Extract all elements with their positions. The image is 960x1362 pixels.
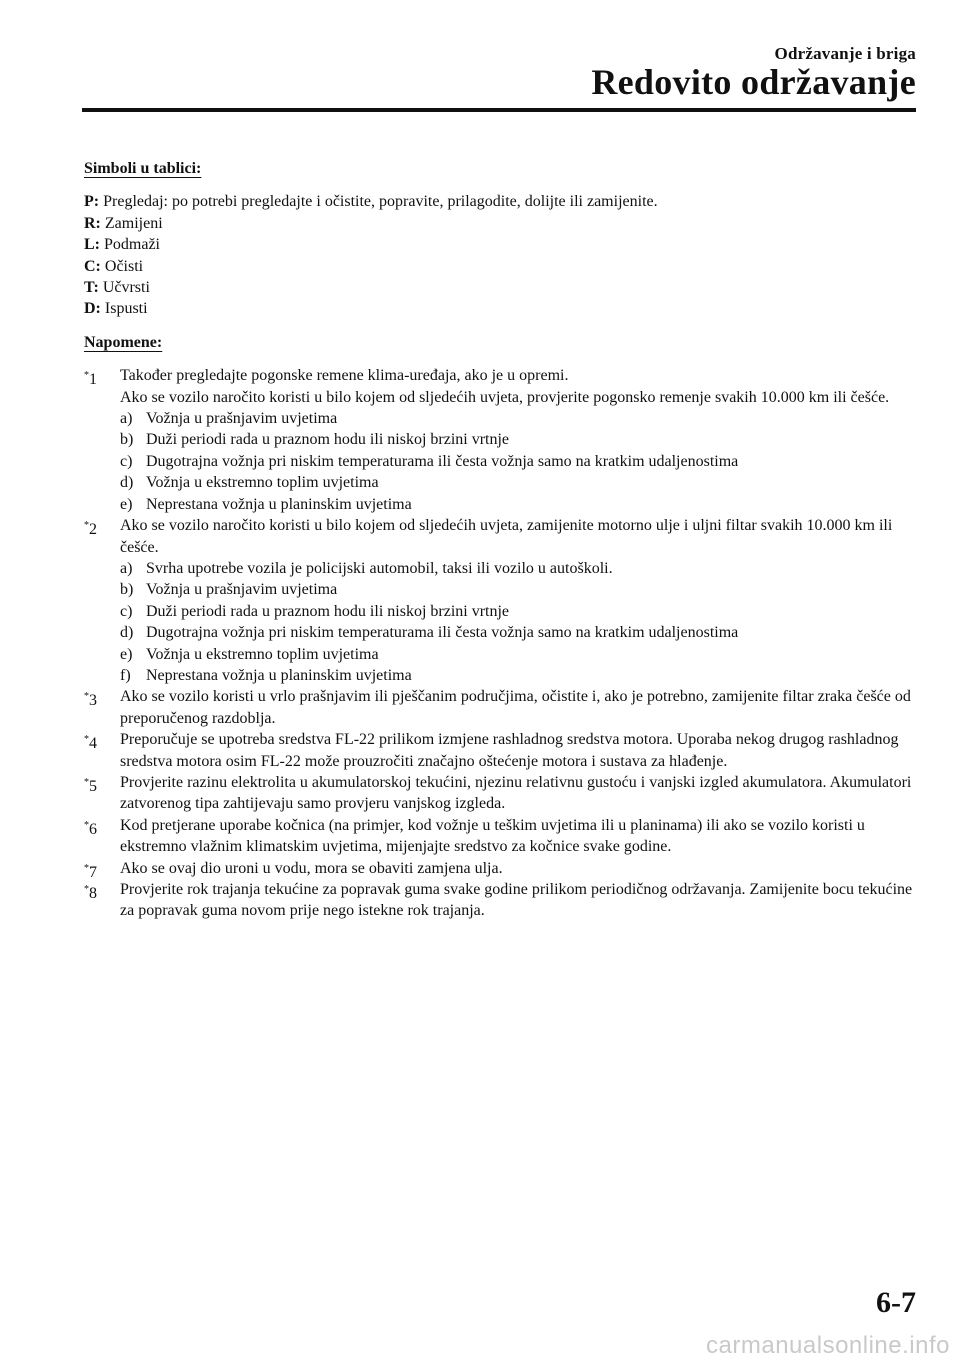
note-number	[84, 686, 97, 711]
sub-item-text: Vožnja u ekstremno toplim uvjetima	[146, 645, 379, 663]
note-sub-item	[120, 429, 916, 450]
symbol-row	[84, 256, 916, 277]
page-title: Redovito održavanje	[591, 62, 916, 102]
note-text: Ako se vozilo koristi u vrlo prašnjavim ili pješčanim područjima, očistite i, ako je potrebno, zamijenite filtar zraka češće od preporučenog razdoblja.	[120, 688, 911, 727]
sub-item-text: Dugotrajna vožnja pri niskim temperaturama ili česta vožnja samo na kratkim udaljenostima	[146, 452, 739, 470]
note-number	[84, 365, 97, 390]
note-sub-list	[120, 558, 916, 686]
header-divider	[82, 108, 916, 112]
note-digit: 1	[89, 371, 97, 389]
sub-item-letter: b)	[120, 431, 134, 449]
symbol-code: L:	[84, 236, 100, 254]
notes-list	[84, 365, 916, 922]
sub-item-letter: e)	[120, 645, 133, 663]
section-title: Održavanje i briga	[774, 44, 916, 63]
note-digit: 4	[89, 735, 97, 753]
symbol-code: D:	[84, 300, 101, 318]
symbol-code: R:	[84, 214, 101, 232]
symbol-description: Podmaži	[104, 236, 160, 254]
symbols-list	[84, 191, 916, 319]
symbol-description: Ispusti	[104, 300, 148, 318]
note-number	[84, 515, 97, 540]
symbol-code: C:	[84, 257, 101, 275]
sub-item-text: Vožnja u ekstremno toplim uvjetima	[146, 474, 379, 492]
note-digit: 3	[89, 692, 97, 710]
note-text: Preporučuje se upotreba sredstva FL-22 prilikom izmjene rashladnog sredstva motora. Uporaba nekog drugog rashladnog sredstva motora osim FL-22 može prouzročiti značajno oštećenje motora i sustava za hlađenje.	[120, 731, 899, 770]
symbol-description: Pregledaj: po potrebi pregledajte i očistite, popravite, prilagodite, dolijte ili zamijenite.	[103, 193, 658, 211]
symbol-description: Očisti	[104, 257, 144, 275]
note-sub-item	[120, 622, 916, 643]
note-number	[84, 815, 97, 840]
sub-item-letter: d)	[120, 474, 134, 492]
note-text: Također pregledajte pogonske remene klima-uređaja, ako je u opremi.	[120, 367, 569, 385]
symbol-row	[84, 277, 916, 298]
sub-item-letter: a)	[120, 559, 133, 577]
note-number	[84, 879, 97, 904]
note-number	[84, 729, 97, 754]
symbol-description: Zamijeni	[104, 214, 163, 232]
main-content	[84, 158, 916, 922]
note-item	[84, 365, 916, 515]
note-text: Kod pretjerane uporabe kočnica (na primjer, kod vožnje u teškim uvjetima ili u planinama) ili ako se vozilo koristi u ekstremno vlažnim klimatskim uvjetima, mijenjajte sredstvo za kočnice svake godine.	[120, 816, 865, 856]
sub-item-text: Svrha upotrebe vozila je policijski automobil, taksi ili vozilo u autoškoli.	[146, 559, 613, 577]
note-sub-list	[120, 408, 916, 515]
note-item	[84, 686, 916, 729]
note-sub-item	[120, 665, 916, 686]
note-digit: 7	[89, 863, 97, 881]
note-sub-item	[120, 494, 916, 515]
note-item	[84, 879, 916, 922]
note-asterisk: *	[84, 819, 89, 831]
note-sub-item	[120, 579, 916, 600]
sub-item-letter: f)	[120, 666, 131, 684]
symbol-row	[84, 298, 916, 319]
sub-item-letter: c)	[120, 602, 133, 620]
symbols-heading: Simboli u tablici:	[84, 160, 202, 177]
note-text: Provjerite razinu elektrolita u akumulatorskoj tekućini, njezinu relativnu gustoću i vanjski izgled akumulatora. Akumulatori zatvorenog tipa zahtijevaju samo provjeru vanjskog izgleda.	[120, 773, 912, 813]
note-sub-item	[120, 644, 916, 665]
note-text: Ako se ovaj dio uroni u vodu, mora se obaviti zamjena ulja.	[120, 859, 503, 877]
note-asterisk: *	[84, 691, 89, 703]
notes-heading: Napomene:	[84, 333, 163, 351]
symbol-row	[84, 234, 916, 255]
note-text: Ako se vozilo naročito koristi u bilo kojem od sljedećih uvjeta, provjerite pogonsko remenje svakih 10.000 km ili češće.	[120, 388, 890, 406]
note-sub-item	[120, 472, 916, 493]
sub-item-letter: e)	[120, 495, 133, 513]
note-text: Ako se vozilo naročito koristi u bilo kojem od sljedećih uvjeta, zamijenite motorno ulje i uljni filtar svakih 10.000 km ili češće.	[120, 517, 893, 556]
note-item	[84, 858, 916, 879]
sub-item-text: Neprestana vožnja u planinskim uvjetima	[146, 666, 412, 684]
sub-item-text: Dugotrajna vožnja pri niskim temperaturama ili česta vožnja samo na kratkim udaljenostima	[146, 624, 739, 642]
symbol-code: T:	[84, 279, 99, 297]
sub-item-text: Vožnja u prašnjavim uvjetima	[146, 581, 338, 599]
symbol-code: P:	[84, 193, 100, 211]
note-item	[84, 815, 916, 858]
symbol-row	[84, 191, 916, 212]
note-digit: 2	[89, 521, 97, 539]
note-item	[84, 772, 916, 815]
symbol-row	[84, 213, 916, 234]
note-sub-item	[120, 601, 916, 622]
note-asterisk: *	[84, 734, 89, 746]
sub-item-letter: a)	[120, 410, 133, 428]
note-asterisk: *	[84, 370, 89, 382]
note-asterisk: *	[84, 520, 89, 532]
note-digit: 8	[89, 885, 97, 902]
sub-item-text: Duži periodi rada u praznom hodu ili niskoj brzini vrtnje	[146, 431, 510, 449]
note-digit: 5	[89, 777, 97, 795]
note-digit: 6	[89, 820, 97, 838]
note-sub-item	[120, 558, 916, 579]
page-number: 6-7	[876, 1286, 916, 1319]
watermark[interactable]: carmanualsonline.info	[706, 1332, 950, 1359]
note-asterisk: *	[84, 884, 89, 895]
note-item	[84, 515, 916, 686]
note-sub-item	[120, 408, 916, 429]
note-asterisk: *	[84, 862, 89, 874]
note-asterisk: *	[84, 776, 89, 788]
sub-item-letter: d)	[120, 624, 134, 642]
sub-item-text: Vožnja u prašnjavim uvjetima	[146, 410, 338, 428]
sub-item-text: Neprestana vožnja u planinskim uvjetima	[146, 495, 412, 513]
note-number	[84, 772, 97, 797]
sub-item-text: Duži periodi rada u praznom hodu ili niskoj brzini vrtnje	[146, 602, 510, 620]
sub-item-letter: b)	[120, 581, 134, 599]
sub-item-letter: c)	[120, 452, 133, 470]
symbol-description: Učvrsti	[102, 279, 150, 297]
note-item	[84, 729, 916, 772]
note-text: Provjerite rok trajanja tekućine za popravak guma svake godine prilikom periodičnog održavanja. Zamijenite bocu tekućine za popravak guma novom prije nego istekne rok trajanja.	[120, 881, 913, 920]
note-sub-item	[120, 451, 916, 472]
